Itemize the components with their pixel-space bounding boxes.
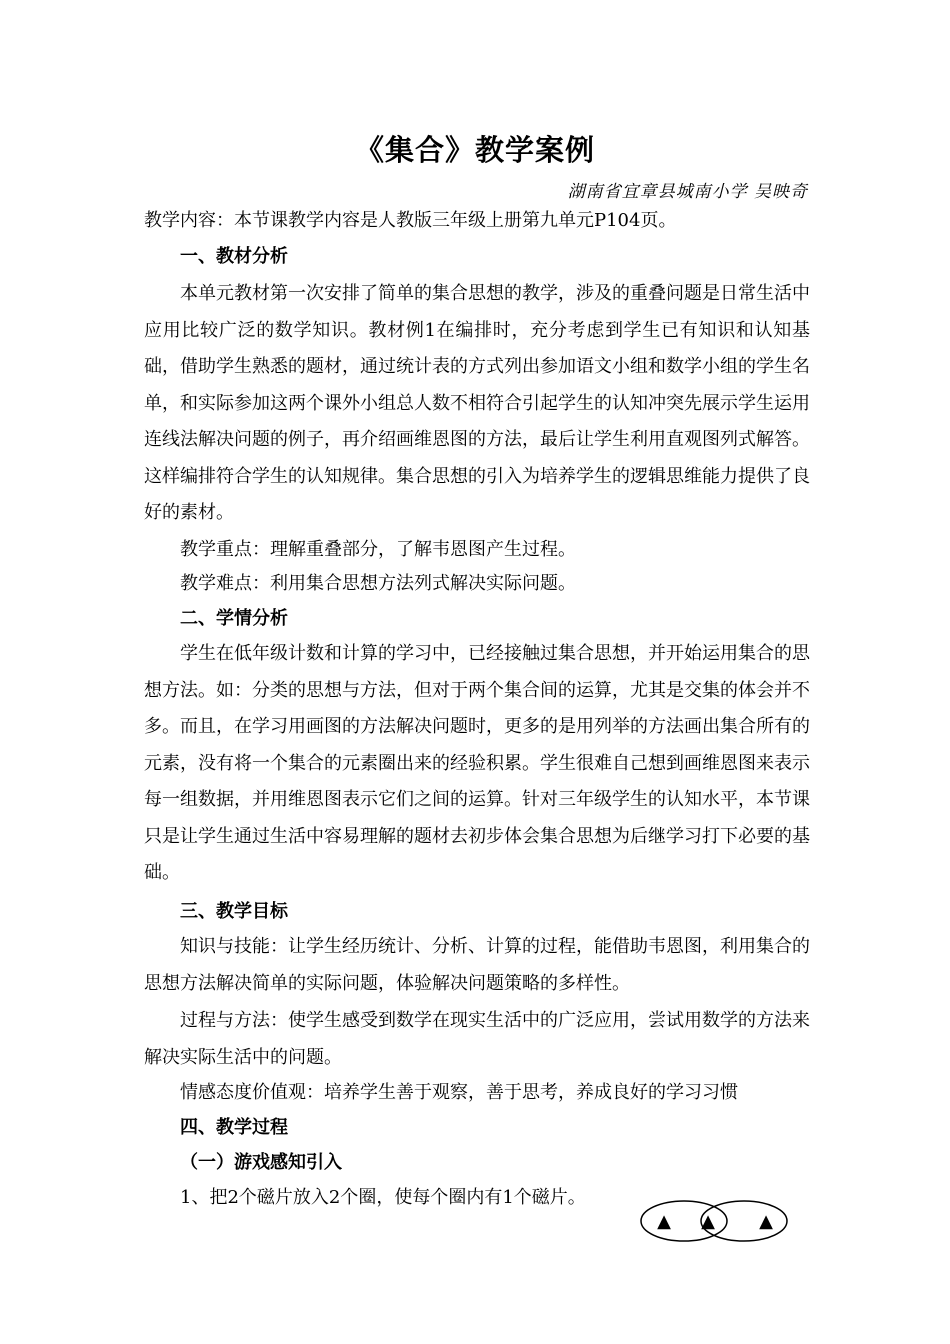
section-heading-4: 四、教学过程 xyxy=(180,1117,288,1138)
difficulty-line: 教学难点：利用集合思想方法列式解决实际问题。 xyxy=(180,573,576,594)
process-paragraph: 过程与方法：使学生感受到数学在现实生活中的广泛应用，尝试用数学的方法来解决实际生活中的问题。 xyxy=(144,1010,810,1068)
triangle-icon: ▲ xyxy=(759,1211,773,1232)
item-line-1: 1、把2个磁片放入2个圈，使每个圈内有1个磁片。 xyxy=(180,1187,586,1208)
author-line: 湖南省宜章县城南小学 吴映奇 xyxy=(567,182,808,202)
emotion-line: 情感态度价值观：培养学生善于观察，善于思考，养成良好的学习习惯 xyxy=(180,1082,738,1103)
venn-diagram xyxy=(638,1198,790,1244)
content-line: 教学内容：本节课教学内容是人教版三年级上册第九单元P104页。 xyxy=(144,210,677,231)
section-heading-2: 二、学情分析 xyxy=(180,608,288,629)
knowledge-paragraph: 知识与技能：让学生经历统计、分析、计算的过程，能借助韦恩图，利用集合的思想方法解决简单的实际问题，体验解决问题策略的多样性。 xyxy=(144,936,810,994)
section-heading-3: 三、教学目标 xyxy=(180,901,288,922)
page-title: 《集合》教学案例 xyxy=(354,133,595,167)
key-point-line: 教学重点：理解重叠部分，了解韦恩图产生过程。 xyxy=(180,539,576,560)
triangle-icon: ▲ xyxy=(701,1211,715,1232)
sub-heading: （一）游戏感知引入 xyxy=(180,1152,342,1173)
section2-paragraph: 学生在低年级计数和计算的学习中，已经接触过集合思想，并开始运用集合的思想方法。如：分类的思想与方法，但对于两个集合间的运算，尤其是交集的体会并不多。而且，在学习用画图的方法解决问题时，更多的是用列举的方法画出集合所有的元素，没有将一个集合的元素圈出来的经验积累。学生很难自己想到画维恩图来表示每一组数据，并用维恩图表示它们之间的运算。针对三年级学生的认知水平，本节课只是让学生通过生活中容易理解的题材去初步体会集合思想为后继学习打下必要的基础。 xyxy=(144,643,810,883)
triangle-icon: ▲ xyxy=(657,1211,671,1232)
section1-paragraph: 本单元教材第一次安排了简单的集合思想的教学，涉及的重叠问题是日常生活中应用比较广泛的数学知识。教材例1在编排时，充分考虑到学生已有知识和认知基础，借助学生熟悉的题材，通过统计表的方式列出参加语文小组和数学小组的学生名单，和实际参加这两个课外小组总人数不相符合引起学生的认知冲突先展示学生运用连线法解决问题的例子，再介绍画维恩图的方法，最后让学生利用直观图列式解答。这样编排符合学生的认知规律。集合思想的引入为培养学生的逻辑思维能力提供了良好的素材。 xyxy=(144,283,810,523)
section-heading-1: 一、教材分析 xyxy=(180,246,288,267)
